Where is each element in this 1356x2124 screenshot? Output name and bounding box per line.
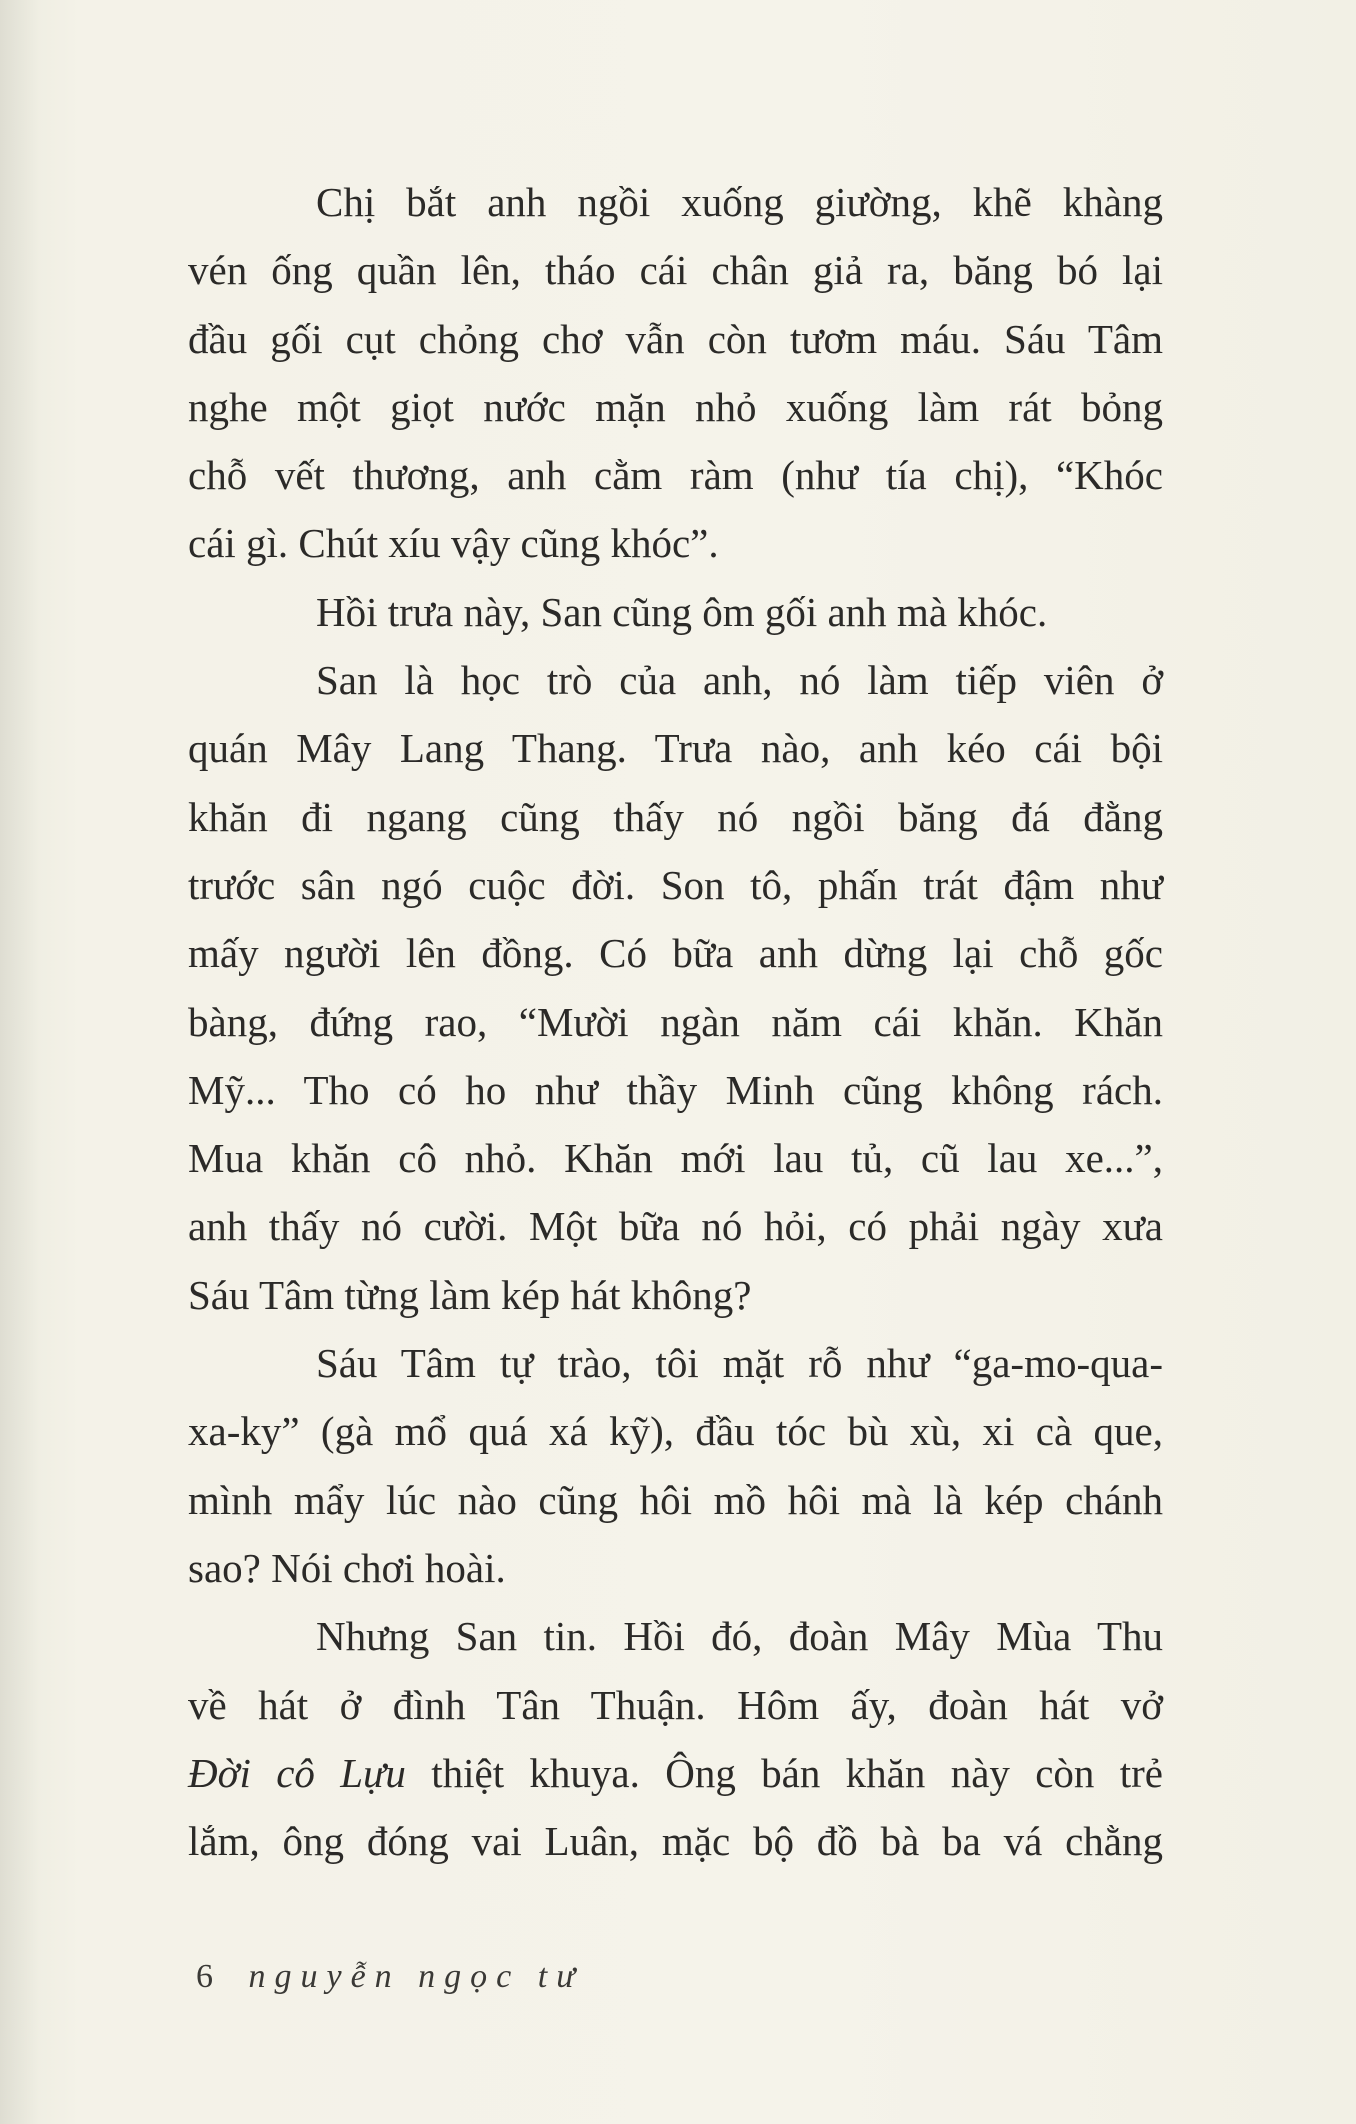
text-line: Chị bắt anh ngồi xuống giường, khẽ khàng (316, 179, 1163, 225)
text-line: vén ống quần lên, tháo cái chân giả ra, băng bó lại (188, 247, 1163, 294)
text-line: xa-ky” (gà mổ quá xá kỹ), đầu tóc bù xù, xi cà que, (188, 1408, 1163, 1455)
paragraph-3 (188, 646, 1163, 1329)
running-footer-author: nguyễn ngọc tư (248, 1958, 584, 1995)
spine-shadow (0, 0, 40, 2124)
paragraph-5 (188, 1602, 1163, 1875)
text-line: Sáu Tâm tự trào, tôi mặt rỗ như “ga-mo-qua- (316, 1340, 1163, 1387)
text-line: cái gì. Chút xíu vậy cũng khóc”. (188, 520, 719, 567)
body-text (188, 168, 1163, 1875)
text-line: Mua khăn cô nhỏ. Khăn mới lau tủ, cũ lau xe...”, (188, 1135, 1163, 1182)
text-line: San là học trò của anh, nó làm tiếp viên ở (316, 657, 1163, 704)
text-line: quán Mây Lang Thang. Trưa nào, anh kéo cái bội (188, 725, 1163, 772)
paragraph-2 (188, 578, 1163, 646)
paragraph-4 (188, 1329, 1163, 1602)
text-line: nghe một giọt nước mặn nhỏ xuống làm rát bỏng (188, 383, 1163, 430)
text-line: lắm, ông đóng vai Luân, mặc bộ đồ bà ba vá chằng (188, 1818, 1163, 1865)
text-line (188, 1739, 1163, 1807)
text-line: về hát ở đình Tân Thuận. Hôm ấy, đoàn hát vở (188, 1681, 1163, 1728)
text-line: anh thấy nó cười. Một bữa nó hỏi, có phải ngày xưa (188, 1203, 1163, 1250)
text-line: Hồi trưa này, San cũng ôm gối anh mà khóc. (316, 588, 1048, 635)
text-line: mình mẩy lúc nào cũng hôi mồ hôi mà là kép chánh (188, 1476, 1163, 1523)
text-line-rest: thiệt khuya. Ông bán khăn này còn trẻ (431, 1749, 1163, 1796)
play-title: Đời cô Lựu (188, 1749, 406, 1796)
page-number: 6 (196, 1958, 213, 1995)
text-line: Nhưng San tin. Hồi đó, đoàn Mây Mùa Thu (316, 1613, 1163, 1660)
text-line: chỗ vết thương, anh cằm ràm (như tía chị), “Khóc (188, 452, 1163, 499)
text-line: bàng, đứng rao, “Mười ngàn năm cái khăn. Khăn (188, 998, 1163, 1045)
paragraph-1 (188, 168, 1163, 578)
text-line: Sáu Tâm từng làm kép hát không? (188, 1271, 752, 1318)
text-line: Mỹ... Tho có ho như thầy Minh cũng không rách. (188, 1066, 1163, 1113)
text-line: đầu gối cụt chỏng chơ vẫn còn tươm máu. Sáu Tâm (188, 315, 1163, 362)
text-line: sao? Nói chơi hoài. (188, 1544, 506, 1591)
text-line: khăn đi ngang cũng thấy nó ngồi băng đá đằng (188, 793, 1163, 840)
text-line: mấy người lên đồng. Có bữa anh dừng lại chỗ gốc (188, 930, 1163, 977)
text-line: trước sân ngó cuộc đời. Son tô, phấn trát đậm như (188, 861, 1163, 908)
page-footer (196, 1958, 584, 1996)
